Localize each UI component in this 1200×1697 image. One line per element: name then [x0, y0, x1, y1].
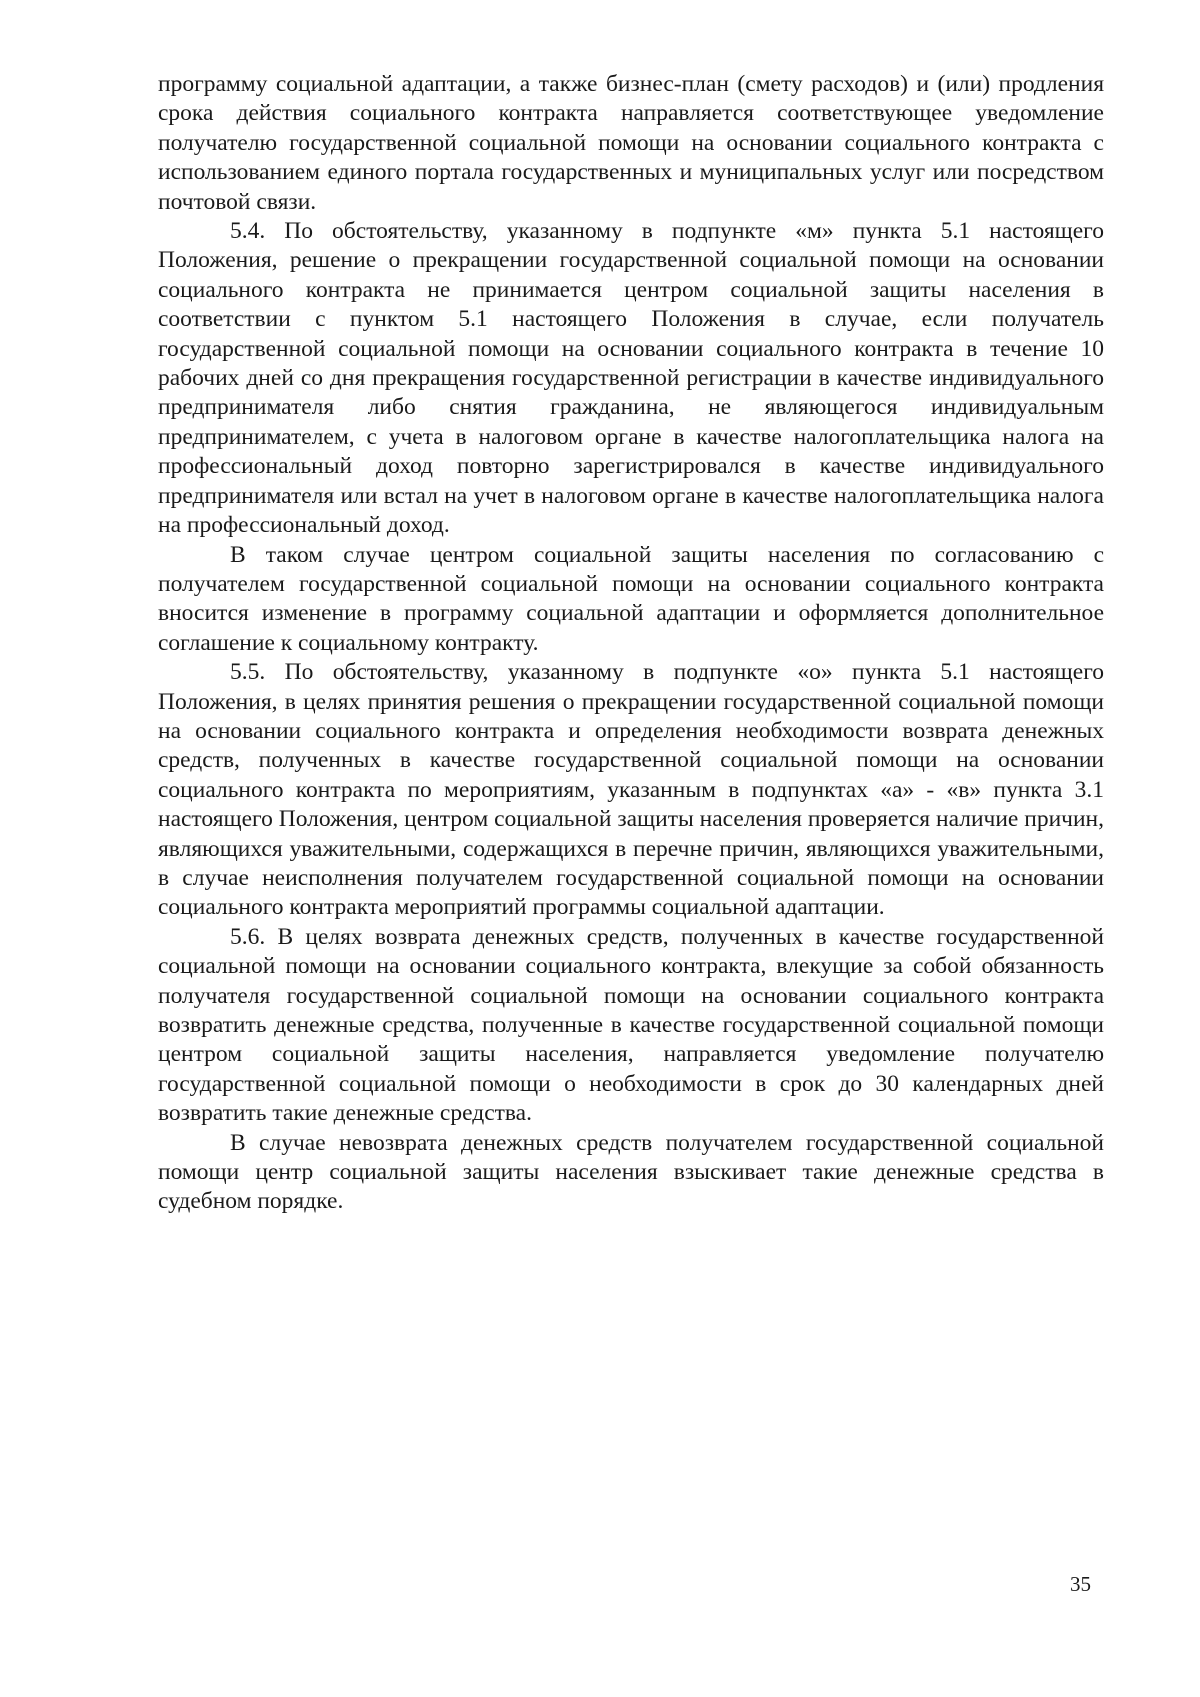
paragraph-5-6: 5.6. В целях возврата денежных средств, полученных в качестве государственной социальной помощи на основании социального контракта, влекущие за собой обязанность получателя государственной социальной помощи на основании социального контракта возвратить денежные средства, полученные в качестве государственной социальной помощи центром социальной защиты населения, направляется уведомление получателю государственной социальной помощи о необходимости в срок до 30 календарных дней возвратить такие денежные средства. — [158, 923, 1104, 1127]
paragraph-5-6-addendum: В случае невозврата денежных средств получателем государственной социальной помощи центр социальной защиты населения взыскивает такие денежные средства в судебном порядке. — [158, 1129, 1104, 1215]
paragraph-5-5: 5.5. По обстоятельству, указанному в подпункте «о» пункта 5.1 настоящего Положения, в целях принятия решения о прекращении государственной социальной помощи на основании социального контракта и определения необходимости возврата денежных средств, полученных в качестве государственной социальной помощи на основании социального контракта по мероприятиям, указанным в подпунктах «а» - «в» пункта 3.1 настоящего Положения, центром социальной защиты населения проверяется наличие причин, являющихся уважительными, содержащихся в перечне причин, являющихся уважительными, в случае неисполнения получателем государственной социальной помощи на основании социального контракта мероприятий программы социальной адаптации. — [158, 659, 1104, 921]
paragraph-5-4-addendum: В таком случае центром социальной защиты населения по согласованию с получателем государственной социальной помощи на основании социального контракта вносится изменение в программу социальной адаптации и оформляется дополнительное соглашение к социальному контракту. — [158, 541, 1104, 656]
document-body — [158, 70, 1104, 1217]
paragraph-continuation: программу социальной адаптации, а также бизнес-план (смету расходов) и (или) продления срока действия социального контракта направляется соответствующее уведомление получателю государственной социальной помощи на основании социального контракта с использованием единого портала государственных и муниципальных услуг или посредством почтовой связи. — [158, 71, 1104, 215]
paragraph-5-4: 5.4. По обстоятельству, указанному в подпункте «м» пункта 5.1 настоящего Положения, решение о прекращении государственной социальной помощи на основании социального контракта не принимается центром социальной защиты населения в соответствии с пунктом 5.1 настоящего Положения в случае, если получатель государственной социальной помощи на основании социального контракта в течение 10 рабочих дней со дня прекращения государственной регистрации в качестве индивидуального предпринимателя либо снятия гражданина, не являющегося индивидуальным предпринимателем, с учета в налоговом органе в качестве налогоплательщика налога на профессиональный доход повторно зарегистрировался в качестве индивидуального предпринимателя или встал на учет в налоговом органе в качестве налогоплательщика налога на профессиональный доход. — [158, 218, 1104, 539]
page-number: 35 — [1070, 1572, 1091, 1596]
